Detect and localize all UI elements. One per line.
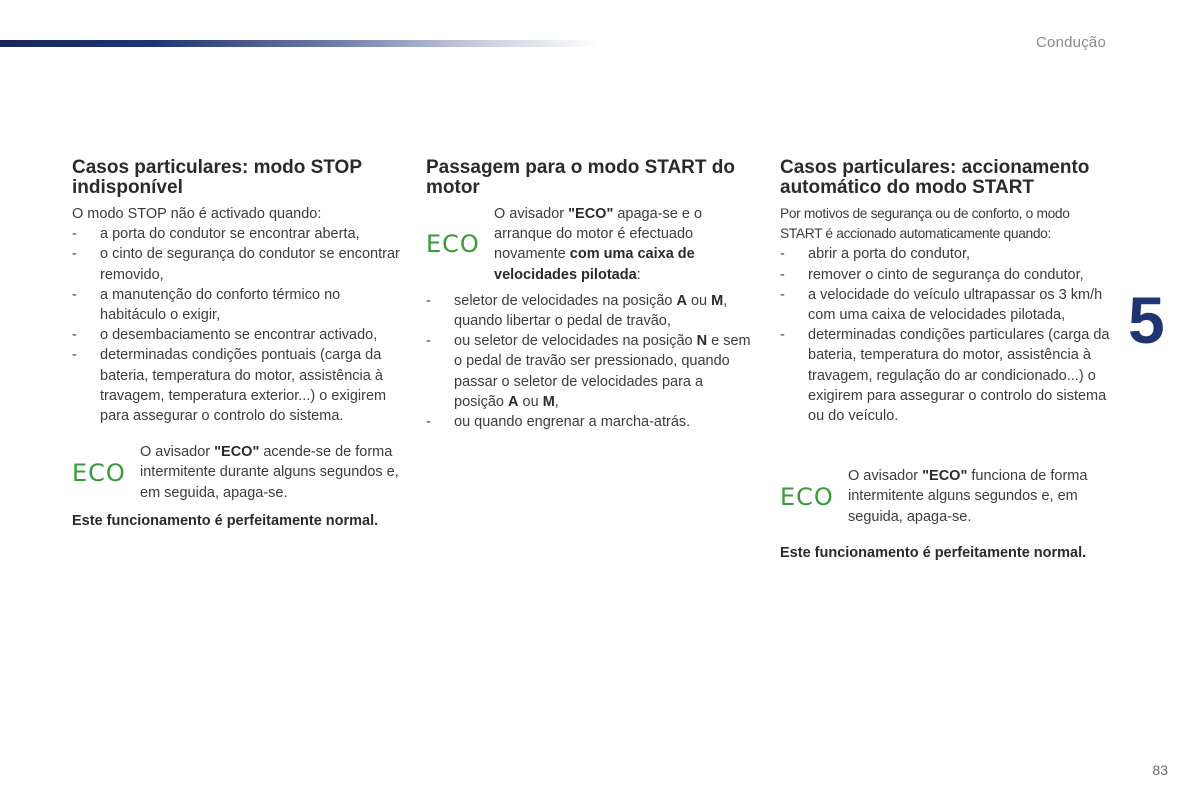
column-start-mode xyxy=(426,158,756,432)
eco-warning-block xyxy=(72,442,402,503)
list-item: - determinadas condições particulares (carga da bateria, temperatura do motor, assistência à travagem, regulação do ar condicionado...) o exigirem para assegurar o controlo do sistema ou do veículo. xyxy=(780,325,1110,426)
header-gradient-bar xyxy=(0,40,600,47)
list-item: - ou seletor de velocidades na posição N e sem o pedal de travão ser pressionado, quando passar o seletor de velocidades para a posição A ou M, xyxy=(426,331,756,412)
section-title: Condução xyxy=(1036,34,1106,51)
normal-operation-note: Este funcionamento é perfeitamente normal. xyxy=(780,544,1087,561)
list-item: - a porta do condutor se encontrar aberta, xyxy=(72,224,402,244)
chapter-number: 5 xyxy=(1128,283,1165,357)
list-item: - ou quando engrenar a marcha-atrás. xyxy=(426,412,756,432)
list-item: - determinadas condições pontuais (carga da bateria, temperatura do motor, assistência à travagem, temperatura exterior...) o exigirem para assegurar o controlo do sistema. xyxy=(72,345,402,426)
eco-warning-block xyxy=(426,204,756,285)
list-item: - abrir a porta do condutor, xyxy=(780,244,1110,264)
page-number: 83 xyxy=(1152,762,1168,778)
list-item: - a velocidade do veículo ultrapassar os 3 km/h com uma caixa de velocidades pilotada, xyxy=(780,285,1110,325)
eco-description: O avisador "ECO" apaga-se e o arranque do motor é efectuado novamente com uma caixa de velocidades pilotada: xyxy=(494,206,703,283)
eco-description: O avisador "ECO" acende-se de forma intermitente durante alguns segundos e, em seguida, apaga-se. xyxy=(140,444,399,501)
intro-text: Por motivos de segurança ou de conforto, o modo START é accionado automaticamente quando: xyxy=(780,206,1070,242)
eco-warning-block xyxy=(780,466,1110,527)
auto-start-list xyxy=(780,244,1110,426)
column-auto-start xyxy=(780,158,1110,563)
intro-text: O modo STOP não é activado quando: xyxy=(72,206,322,222)
list-item: - o cinto de segurança do condutor se encontrar removido, xyxy=(72,244,402,284)
list-item: - seletor de velocidades na posição A ou M, quando libertar o pedal de travão, xyxy=(426,291,756,331)
list-item: - o desembaciamento se encontrar activado, xyxy=(72,325,402,345)
heading-start-mode: Passagem para o modo START do motor xyxy=(426,157,735,198)
heading-auto-start: Casos particulares: accionamento automático do modo START xyxy=(780,157,1090,198)
eco-description: O avisador "ECO" funciona de forma intermitente alguns segundos e, em seguida, apaga-se. xyxy=(848,468,1088,525)
column-stop-unavailable xyxy=(72,158,402,531)
eco-icon: ECO xyxy=(72,458,126,487)
list-item: - a manutenção do conforto térmico no habitáculo o exigir, xyxy=(72,285,402,325)
condition-list xyxy=(72,224,402,426)
start-condition-list xyxy=(426,291,756,432)
normal-operation-note: Este funcionamento é perfeitamente normal. xyxy=(72,512,379,529)
eco-icon: ECO xyxy=(780,482,834,511)
eco-icon: ECO xyxy=(426,230,480,259)
heading-stop-unavailable: Casos particulares: modo STOP indisponível xyxy=(72,157,362,198)
list-item: - remover o cinto de segurança do condutor, xyxy=(780,265,1110,285)
